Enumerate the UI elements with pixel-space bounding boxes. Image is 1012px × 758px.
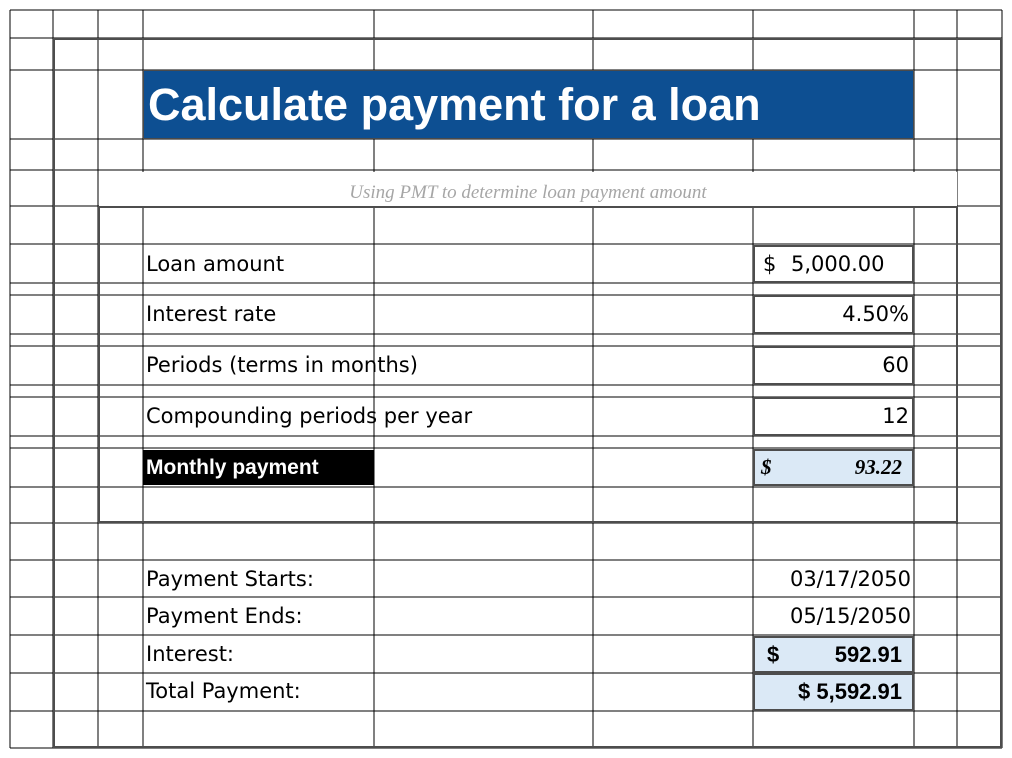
compounding-label: Compounding periods per year <box>146 404 473 428</box>
loan-amount-label: Loan amount <box>146 252 285 276</box>
periods-value: 60 <box>882 353 909 377</box>
subtitle: Using PMT to determine loan payment amount <box>349 182 707 203</box>
monthly-payment-currency: $ <box>761 455 772 479</box>
monthly-payment-value: 93.22 <box>854 455 902 479</box>
loan-amount-value: 5,000.00 <box>791 252 885 276</box>
monthly-payment-cell[interactable] <box>753 449 914 486</box>
loan-amount-cell[interactable] <box>753 245 914 283</box>
compounding-cell[interactable] <box>753 397 914 436</box>
interest-currency: $ <box>767 642 780 667</box>
payment-starts-value[interactable]: 03/17/2050 <box>789 567 911 591</box>
loan-amount-currency: $ <box>763 252 777 276</box>
payment-ends-label: Payment Ends: <box>146 604 303 628</box>
total-payment-label: Total Payment: <box>146 679 301 703</box>
page-title: Calculate payment for a loan <box>148 79 761 130</box>
periods-cell[interactable] <box>753 346 914 385</box>
compounding-value: 12 <box>882 404 909 428</box>
periods-label: Periods (terms in months) <box>146 353 418 377</box>
interest-rate-cell[interactable] <box>753 295 914 334</box>
interest-rate-value: 4.50% <box>842 302 909 326</box>
interest-value: 592.91 <box>834 642 902 667</box>
payment-ends-value[interactable]: 05/15/2050 <box>789 604 911 628</box>
interest-label: Interest: <box>146 642 234 666</box>
monthly-payment-label: Monthly payment <box>143 450 374 485</box>
interest-rate-label: Interest rate <box>146 302 277 326</box>
total-payment-value: $ 5,592.91 <box>798 679 902 704</box>
total-payment-cell[interactable] <box>753 673 914 711</box>
payment-starts-label: Payment Starts: <box>146 567 314 591</box>
interest-cell[interactable] <box>753 636 914 673</box>
